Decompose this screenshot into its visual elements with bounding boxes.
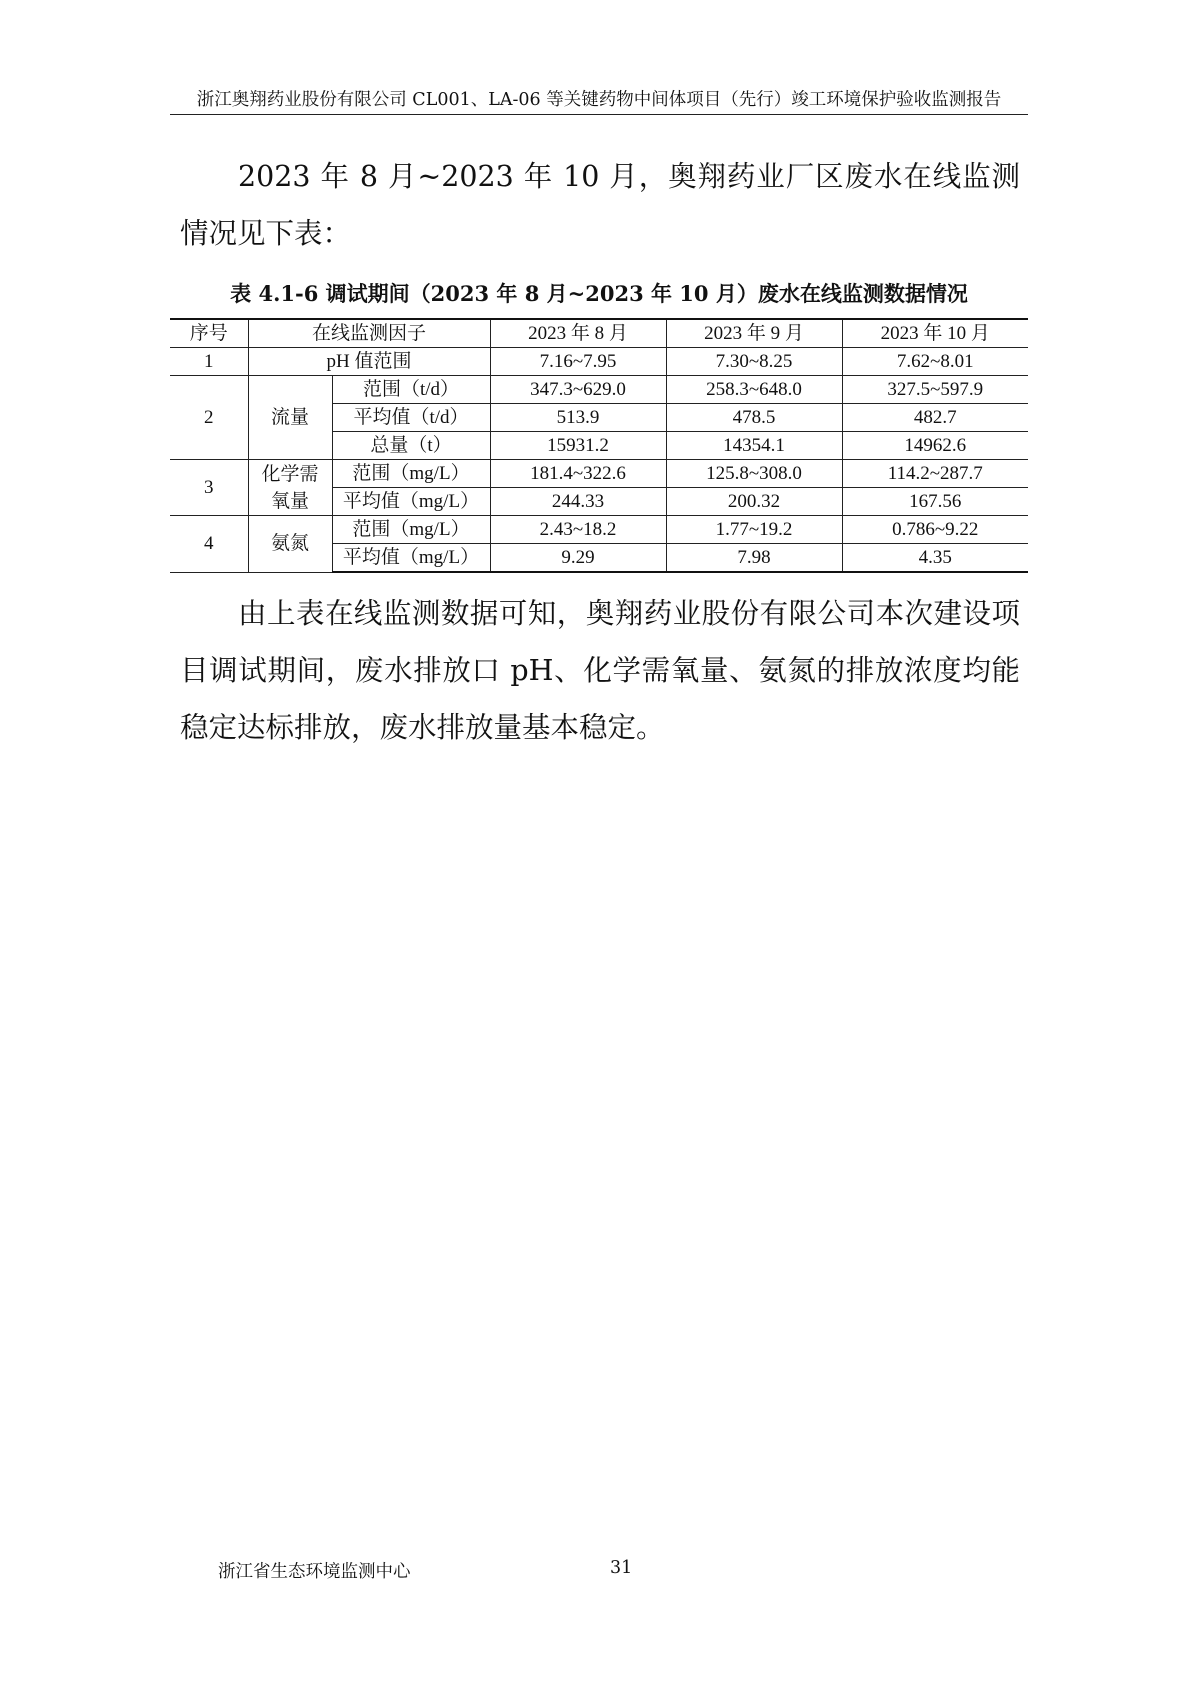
- factor-label-line2: 氧量: [270, 490, 309, 512]
- table-row: [170, 376, 1028, 404]
- cell-oct: 7.62~8.01: [842, 348, 1028, 376]
- cell-aug: 9.29: [490, 544, 666, 573]
- factor-label: 流量: [248, 376, 332, 460]
- header-aug: 2023 年 8 月: [490, 319, 666, 348]
- sub-label: 总量（t）: [332, 432, 490, 460]
- cell-sep: 7.98: [666, 544, 842, 573]
- factor-label: 氨氮: [248, 516, 332, 573]
- header-no: 序号: [170, 319, 248, 348]
- cell-oct: 0.786~9.22: [842, 516, 1028, 544]
- conclusion-paragraph: 由上表在线监测数据可知，奥翔药业股份有限公司本次建设项目调试期间，废水排放口 pH、化学需氧量、氨氮的排放浓度均能稳定达标排放，废水排放量基本稳定。: [180, 597, 1020, 744]
- cell-oct: 482.7: [842, 404, 1028, 432]
- factor-label: pH 值范围: [248, 348, 490, 376]
- footer-organization: 浙江省生态环境监测中心: [218, 1562, 411, 1582]
- factor-label-line1: 化学需: [261, 463, 319, 485]
- header-oct: 2023 年 10 月: [842, 319, 1028, 348]
- cell-sep: 14354.1: [666, 432, 842, 460]
- header-rule: [170, 114, 1028, 115]
- row-no: 3: [170, 460, 248, 516]
- cell-aug: 513.9: [490, 404, 666, 432]
- cell-sep: 7.30~8.25: [666, 348, 842, 376]
- cell-aug: 2.43~18.2: [490, 516, 666, 544]
- row-no: 1: [170, 348, 248, 376]
- cell-sep: 125.8~308.0: [666, 460, 842, 488]
- page-header: 浙江奥翔药业股份有限公司 CL001、LA-06 等关键药物中间体项目（先行）竣工环境保护验收监测报告: [196, 90, 1002, 110]
- sub-label: 平均值（t/d）: [332, 404, 490, 432]
- cell-aug: 15931.2: [490, 432, 666, 460]
- table-row: [170, 348, 1028, 376]
- cell-aug: 181.4~322.6: [490, 460, 666, 488]
- cell-aug: 347.3~629.0: [490, 376, 666, 404]
- header-factor: 在线监测因子: [248, 319, 490, 348]
- cell-oct: 14962.6: [842, 432, 1028, 460]
- row-no: 4: [170, 516, 248, 573]
- cell-sep: 258.3~648.0: [666, 376, 842, 404]
- cell-sep: 478.5: [666, 404, 842, 432]
- header-sep: 2023 年 9 月: [666, 319, 842, 348]
- factor-label: [248, 460, 332, 516]
- sub-label: 范围（mg/L）: [332, 460, 490, 488]
- row-no: 2: [170, 376, 248, 460]
- sub-label: 范围（mg/L）: [332, 516, 490, 544]
- table-header-row: [170, 319, 1028, 348]
- intro-paragraph: 2023 年 8 月~2023 年 10 月，奥翔药业厂区废水在线监测情况见下表：: [180, 160, 1020, 250]
- table-row: [170, 516, 1028, 544]
- cell-oct: 167.56: [842, 488, 1028, 516]
- monitoring-table: [170, 318, 1028, 573]
- page-number: 31: [610, 1558, 633, 1578]
- cell-oct: 4.35: [842, 544, 1028, 573]
- table-caption: 表 4.1-6 调试期间（2023 年 8 月~2023 年 10 月）废水在线监测数据情况: [230, 281, 968, 306]
- sub-label: 平均值（mg/L）: [332, 544, 490, 573]
- cell-sep: 1.77~19.2: [666, 516, 842, 544]
- cell-aug: 244.33: [490, 488, 666, 516]
- cell-oct: 114.2~287.7: [842, 460, 1028, 488]
- cell-oct: 327.5~597.9: [842, 376, 1028, 404]
- table-row: [170, 460, 1028, 488]
- sub-label: 范围（t/d）: [332, 376, 490, 404]
- sub-label: 平均值（mg/L）: [332, 488, 490, 516]
- cell-sep: 200.32: [666, 488, 842, 516]
- cell-aug: 7.16~7.95: [490, 348, 666, 376]
